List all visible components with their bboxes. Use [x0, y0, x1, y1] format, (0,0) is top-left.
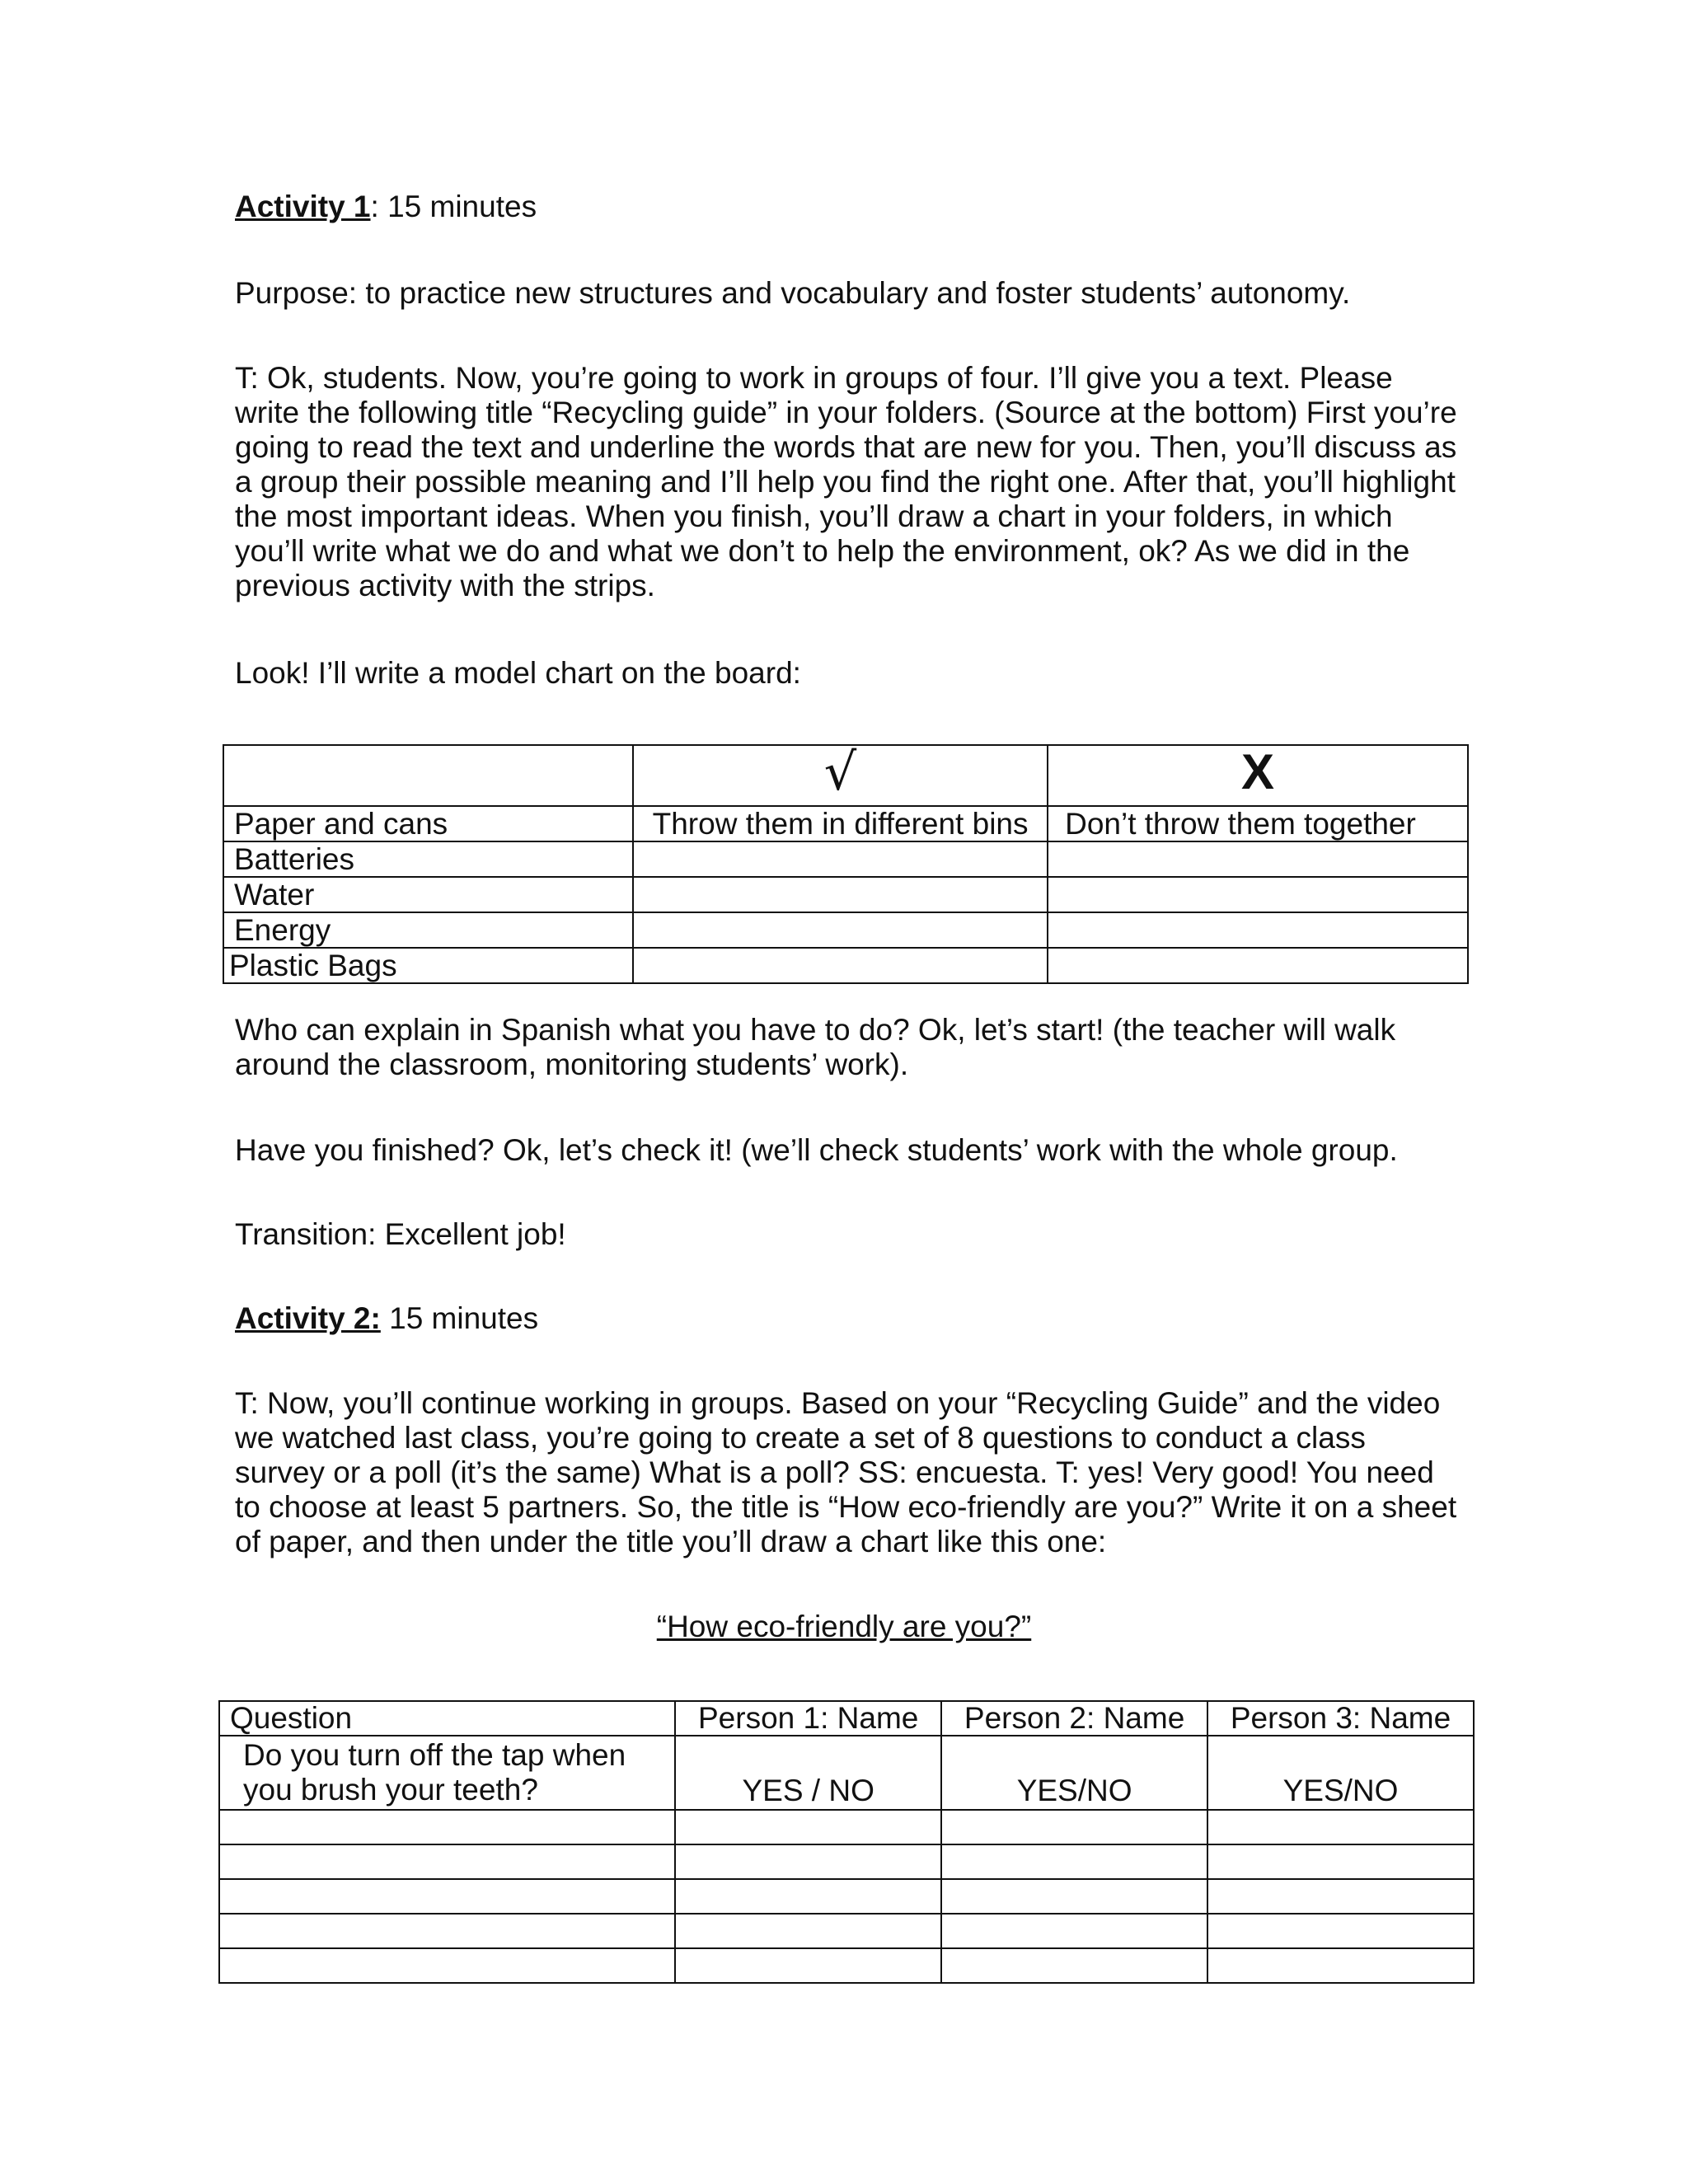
table-cell: [219, 1810, 675, 1844]
survey-chart-table: [218, 1700, 1475, 1984]
table-cell: [941, 1948, 1207, 1983]
activity2-instructions: [235, 1386, 1471, 1559]
instruction-line: previous activity with the strips.: [235, 569, 655, 602]
table-cell: Paper and cans: [223, 806, 633, 841]
table-cell: [1207, 1879, 1474, 1914]
table-header-cell: [223, 745, 633, 806]
explain-line: around the classroom, monitoring students’ work).: [235, 1047, 909, 1081]
table-cell: [1048, 877, 1468, 912]
table-cell: [1207, 1844, 1474, 1879]
table-cell: [219, 1948, 675, 1983]
answer-cell: YES/NO: [1207, 1736, 1474, 1810]
table-row: [223, 948, 1468, 983]
table-header-cell: Person 1: Name: [675, 1701, 941, 1736]
table-row: [223, 806, 1468, 841]
activity1-purpose: Purpose: to practice new structures and vocabulary and foster students’ autonomy.: [235, 276, 1351, 310]
table-cell: [633, 841, 1048, 877]
instruction-line: to choose at least 5 partners. So, the title is “How eco-friendly are you?” Write it on a sheet: [235, 1490, 1457, 1524]
table-row: [223, 841, 1468, 877]
table-header-cell: [1048, 745, 1468, 806]
table-row: [223, 912, 1468, 948]
table-header-row: [219, 1701, 1474, 1736]
instruction-line: write the following title “Recycling guide” in your folders. (Source at the bottom) First you’re: [235, 396, 1457, 429]
instruction-line: going to read the text and underline the words that are new for you. Then, you’ll discuss as: [235, 430, 1457, 464]
table-cell: [1048, 948, 1468, 983]
table-cell: [941, 1914, 1207, 1948]
instruction-line: we watched last class, you’re going to create a set of 8 questions to conduct a class: [235, 1421, 1366, 1455]
table-row: [219, 1810, 1474, 1844]
table-cell: [633, 912, 1048, 948]
checkmark-symbol: √: [823, 741, 857, 802]
instruction-line: of paper, and then under the title you’ll draw a chart like this one:: [235, 1525, 1107, 1558]
explain-paragraph: [235, 1013, 1471, 1082]
table-cell: [219, 1914, 675, 1948]
model-chart-intro: Look! I’ll write a model chart on the board:: [235, 656, 801, 690]
table-row: [219, 1948, 1474, 1983]
table-header-cell: Person 2: Name: [941, 1701, 1207, 1736]
table-cell: Don’t throw them together: [1048, 806, 1468, 841]
instruction-line: T: Ok, students. Now, you’re going to work in groups of four. I’ll give you a text. Please: [235, 361, 1393, 395]
table-cell: [675, 1879, 941, 1914]
explain-line: Who can explain in Spanish what you have to do? Ok, let’s start! (the teacher will walk: [235, 1013, 1396, 1047]
table-row: [223, 877, 1468, 912]
activity2-heading: [235, 1301, 1471, 1336]
table-cell: [675, 1810, 941, 1844]
table-cell: [1048, 841, 1468, 877]
survey-chart-title: [0, 1610, 1688, 1644]
table-cell: [633, 948, 1048, 983]
table-header-cell: [633, 741, 1048, 806]
survey-title-text: “How eco-friendly are you?”: [656, 1610, 1032, 1643]
table-cell: [219, 1879, 675, 1914]
table-cell: Energy: [223, 912, 633, 948]
table-cell: [633, 877, 1048, 912]
table-cell: [1207, 1948, 1474, 1983]
instruction-line: survey or a poll (it’s the same) What is a poll? SS: encuesta. T: yes! Very good! You need: [235, 1455, 1434, 1489]
activity2-duration: 15 minutes: [380, 1301, 539, 1335]
answer-cell: YES/NO: [941, 1736, 1207, 1810]
activity1-instructions: [235, 361, 1471, 603]
table-cell: [1207, 1810, 1474, 1844]
finished-paragraph: Have you finished? Ok, let’s check it! (we’ll check students’ work with the whole group.: [235, 1133, 1398, 1167]
activity2-label: Activity 2:: [235, 1301, 381, 1335]
table-cell: [675, 1844, 941, 1879]
model-chart-table: [223, 741, 1469, 984]
table-header-cell: Question: [219, 1701, 675, 1736]
instruction-line: you’ll write what we do and what we don’t to help the environment, ok? As we did in the: [235, 534, 1410, 568]
table-cell: Throw them in different bins: [633, 806, 1048, 841]
table-cell: [219, 1844, 675, 1879]
question-line: Do you turn off the tap when: [243, 1738, 626, 1772]
answer-cell: YES / NO: [675, 1736, 941, 1810]
table-row: [219, 1736, 1474, 1810]
table-row: [219, 1879, 1474, 1914]
table-header-row: [223, 745, 1468, 806]
table-cell: Batteries: [223, 841, 633, 877]
table-cell: [675, 1948, 941, 1983]
activity1-duration: : 15 minutes: [370, 190, 537, 223]
table-cell: [1207, 1914, 1474, 1948]
table-cell: [941, 1844, 1207, 1879]
table-cell: [1048, 912, 1468, 948]
table-header-cell: Person 3: Name: [1207, 1701, 1474, 1736]
cross-symbol: X: [1241, 744, 1275, 799]
question-cell: [219, 1736, 675, 1810]
instruction-line: a group their possible meaning and I’ll help you find the right one. After that, you’ll highlight: [235, 465, 1456, 499]
transition-paragraph: Transition: Excellent job!: [235, 1217, 566, 1251]
table-cell: [941, 1879, 1207, 1914]
activity1-label: Activity 1: [235, 190, 371, 223]
activity1-heading: [235, 190, 1471, 224]
instruction-line: T: Now, you’ll continue working in groups. Based on your “Recycling Guide” and the video: [235, 1386, 1441, 1420]
instruction-line: the most important ideas. When you finish, you’ll draw a chart in your folders, in which: [235, 499, 1393, 533]
table-cell: Water: [223, 877, 633, 912]
question-line: you brush your teeth?: [243, 1773, 538, 1807]
table-row: [219, 1914, 1474, 1948]
table-row: [219, 1844, 1474, 1879]
table-cell: [675, 1914, 941, 1948]
table-cell: [941, 1810, 1207, 1844]
table-cell: Plastic Bags: [223, 948, 633, 983]
